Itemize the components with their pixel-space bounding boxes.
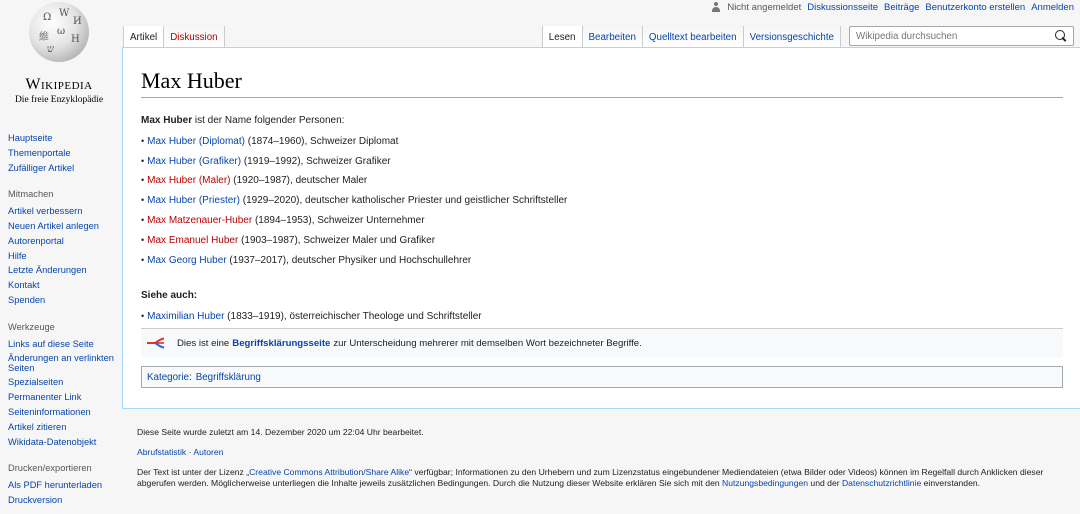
person-desc: (1833–1919), österreichischer Theologe und Schriftsteller — [224, 311, 482, 323]
tab-versionsgeschichte[interactable]: Versionsgeschichte — [744, 26, 841, 48]
license-link[interactable]: Creative Commons Attribution/Share Alike — [249, 467, 410, 477]
personal-tools — [711, 0, 1074, 14]
disambiguation-text-pre: Dies ist eine — [177, 337, 230, 349]
sidebar-item-themenportale[interactable]: Themenportale — [8, 147, 71, 158]
person-desc: (1894–1953), Schweizer Unternehmer — [252, 214, 425, 226]
sidebar-item-links-auf-diese-seite[interactable]: Links auf diese Seite — [8, 338, 94, 349]
terms-link[interactable]: Nutzungsbedingungen — [722, 478, 809, 488]
sidebar-heading-werkzeuge: Werkzeuge — [8, 321, 55, 332]
list-item — [141, 191, 1061, 211]
person-desc: (1937–2017), deutscher Physiker und Hochschullehrer — [226, 254, 472, 266]
tab-artikel[interactable]: Artikel — [123, 26, 164, 48]
list-item — [141, 132, 1061, 152]
see-also-list — [141, 307, 1061, 327]
see-also-heading: Siehe auch: — [141, 290, 198, 302]
tab-bearbeiten[interactable]: Bearbeiten — [583, 26, 643, 48]
tab-quelltext-bearbeiten[interactable]: Quelltext bearbeiten — [643, 26, 744, 48]
sidebar-item-druckversion[interactable]: Druckversion — [8, 494, 63, 505]
intro-paragraph — [141, 112, 1061, 131]
search-icon[interactable] — [1055, 30, 1067, 42]
page-title: Max Huber — [141, 68, 1063, 98]
disambiguation-text-post: zur Unterscheidung mehrerer mit demselben Wort bezeichneter Begriffe. — [333, 337, 642, 349]
wikipedia-logo[interactable] — [0, 0, 118, 125]
person-desc: (1903–1987), Schweizer Maler und Grafiker — [238, 234, 436, 246]
login-link[interactable]: Anmelden — [1031, 1, 1074, 13]
list-item — [141, 251, 1061, 271]
sidebar-item-letzte-aenderungen[interactable]: Letzte Änderungen — [8, 265, 87, 276]
list-item — [141, 231, 1061, 251]
person-link[interactable]: Max Huber (Grafiker) — [147, 155, 242, 167]
person-link[interactable]: Maximilian Huber — [147, 311, 225, 323]
sidebar-item-spezialseiten[interactable]: Spezialseiten — [8, 377, 64, 388]
namespace-tabs — [123, 26, 225, 48]
wikipedia-wordmark: Wikipedia — [25, 76, 93, 93]
list-item — [141, 171, 1061, 191]
sidebar-item-seiteninformationen[interactable]: Seiteninformationen — [8, 406, 91, 417]
list-item — [141, 152, 1061, 172]
content-area — [122, 47, 1080, 409]
user-talk-link[interactable]: Diskussionsseite — [807, 1, 879, 13]
license-text-and: und der — [808, 478, 842, 488]
not-logged-in-text: Nicht angemeldet — [727, 1, 802, 13]
tab-diskussion[interactable]: Diskussion — [164, 26, 224, 48]
sidebar-item-hilfe[interactable]: Hilfe — [8, 250, 27, 261]
privacy-link[interactable]: Datenschutzrichtlinie — [841, 478, 922, 488]
article-body — [141, 112, 1061, 327]
sidebar-item-kontakt[interactable]: Kontakt — [8, 280, 40, 291]
sidebar-item-verlinkte-aenderungen[interactable]: Änderungen an verlinkten Seiten — [8, 353, 114, 374]
category-colon: : — [188, 371, 192, 383]
footer-lastmod: Diese Seite wurde zuletzt am 14. Dezember 2020 um 22:04 Uhr bearbeitet. — [137, 427, 424, 437]
wikipedia-tagline: Die freie Enzyklopädie — [14, 95, 104, 105]
footer-license — [137, 467, 1067, 489]
category-links — [141, 366, 1063, 388]
list-item — [141, 211, 1061, 231]
footer — [137, 427, 1067, 498]
list-item — [141, 307, 1061, 327]
person-desc: (1874–1960), Schweizer Diplomat — [244, 135, 399, 147]
search-input[interactable] — [856, 31, 1046, 42]
footer-separator: · — [186, 447, 194, 457]
footer-stats — [137, 447, 1067, 458]
person-desc: (1920–1987), deutscher Maler — [230, 175, 368, 187]
user-icon — [711, 2, 721, 12]
search-box — [849, 26, 1074, 46]
intro-bold: Max Huber — [141, 115, 193, 126]
sidebar-item-neuen-artikel[interactable]: Neuen Artikel anlegen — [8, 220, 99, 231]
sidebar-item-autorenportal[interactable]: Autorenportal — [8, 235, 64, 246]
sidebar-item-artikel-zitieren[interactable]: Artikel zitieren — [8, 421, 67, 432]
person-link[interactable]: Max Huber (Priester) — [147, 195, 240, 207]
person-link[interactable]: Max Huber (Diplomat) — [147, 135, 245, 147]
disambiguation-icon — [147, 337, 165, 349]
user-contributions-link[interactable]: Beiträge — [884, 1, 920, 13]
intro-text: ist der Name folgender Personen: — [192, 115, 345, 126]
sidebar-item-artikel-verbessern[interactable]: Artikel verbessern — [8, 206, 83, 217]
disambiguation-notice — [141, 328, 1063, 357]
person-desc: (1919–1992), Schweizer Grafiker — [241, 155, 391, 167]
sidebar — [8, 131, 118, 508]
create-account-link[interactable]: Benutzerkonto erstellen — [925, 1, 1026, 13]
person-redlink[interactable]: Max Huber (Maler) — [147, 175, 231, 187]
footer-authors-link[interactable]: Autoren — [193, 447, 224, 457]
tab-lesen[interactable]: Lesen — [542, 26, 583, 48]
license-text-mid: “ verfügbar; Informationen zu den Urhebern und zum Lizenzstatus eingebundener Mediendateien (etwa Bilder oder Videos) können im Regelfall durch Anklicken dieser abgerufen werden. Möglicherweise unterliegen die Inhalte jeweils zusätzlichen Bedingungen. Durch die Nutzung dieser Website erklären Sie sich mit den — [137, 467, 1044, 488]
sidebar-heading-mitmachen: Mitmachen — [8, 189, 54, 200]
category-link[interactable]: Begriffsklärung — [195, 371, 261, 383]
person-desc: (1929–2020), deutscher katholischer Priester und geistlicher Schriftsteller — [239, 195, 568, 207]
wikipedia-globe-logo-icon: Ω W И 維 ω H ש — [29, 2, 89, 62]
sidebar-item-hauptseite[interactable]: Hauptseite — [8, 133, 53, 143]
license-text-end: einverstanden. — [921, 478, 981, 488]
sidebar-item-spenden[interactable]: Spenden — [8, 294, 46, 305]
sidebar-item-pdf[interactable]: Als PDF herunterladen — [8, 480, 103, 491]
person-link[interactable]: Max Georg Huber — [147, 254, 227, 266]
sidebar-heading-drucken: Drucken/exportieren — [8, 463, 92, 474]
disambiguation-link[interactable]: Begriffsklärungsseite — [232, 337, 331, 349]
view-tabs — [542, 26, 1074, 48]
footer-stats-link[interactable]: Abrufstatistik — [137, 447, 187, 457]
person-list — [141, 132, 1061, 271]
sidebar-item-permanenter-link[interactable]: Permanenter Link — [8, 392, 82, 403]
sidebar-item-zufaelliger-artikel[interactable]: Zufälliger Artikel — [8, 162, 75, 173]
license-text-pre: Der Text ist unter der Lizenz „ — [137, 467, 250, 477]
category-label-link[interactable]: Kategorie — [147, 371, 189, 383]
sidebar-item-wikidata[interactable]: Wikidata-Datenobjekt — [8, 436, 97, 447]
person-redlink[interactable]: Max Emanuel Huber — [147, 234, 239, 246]
person-redlink[interactable]: Max Matzenauer-Huber — [147, 214, 253, 226]
